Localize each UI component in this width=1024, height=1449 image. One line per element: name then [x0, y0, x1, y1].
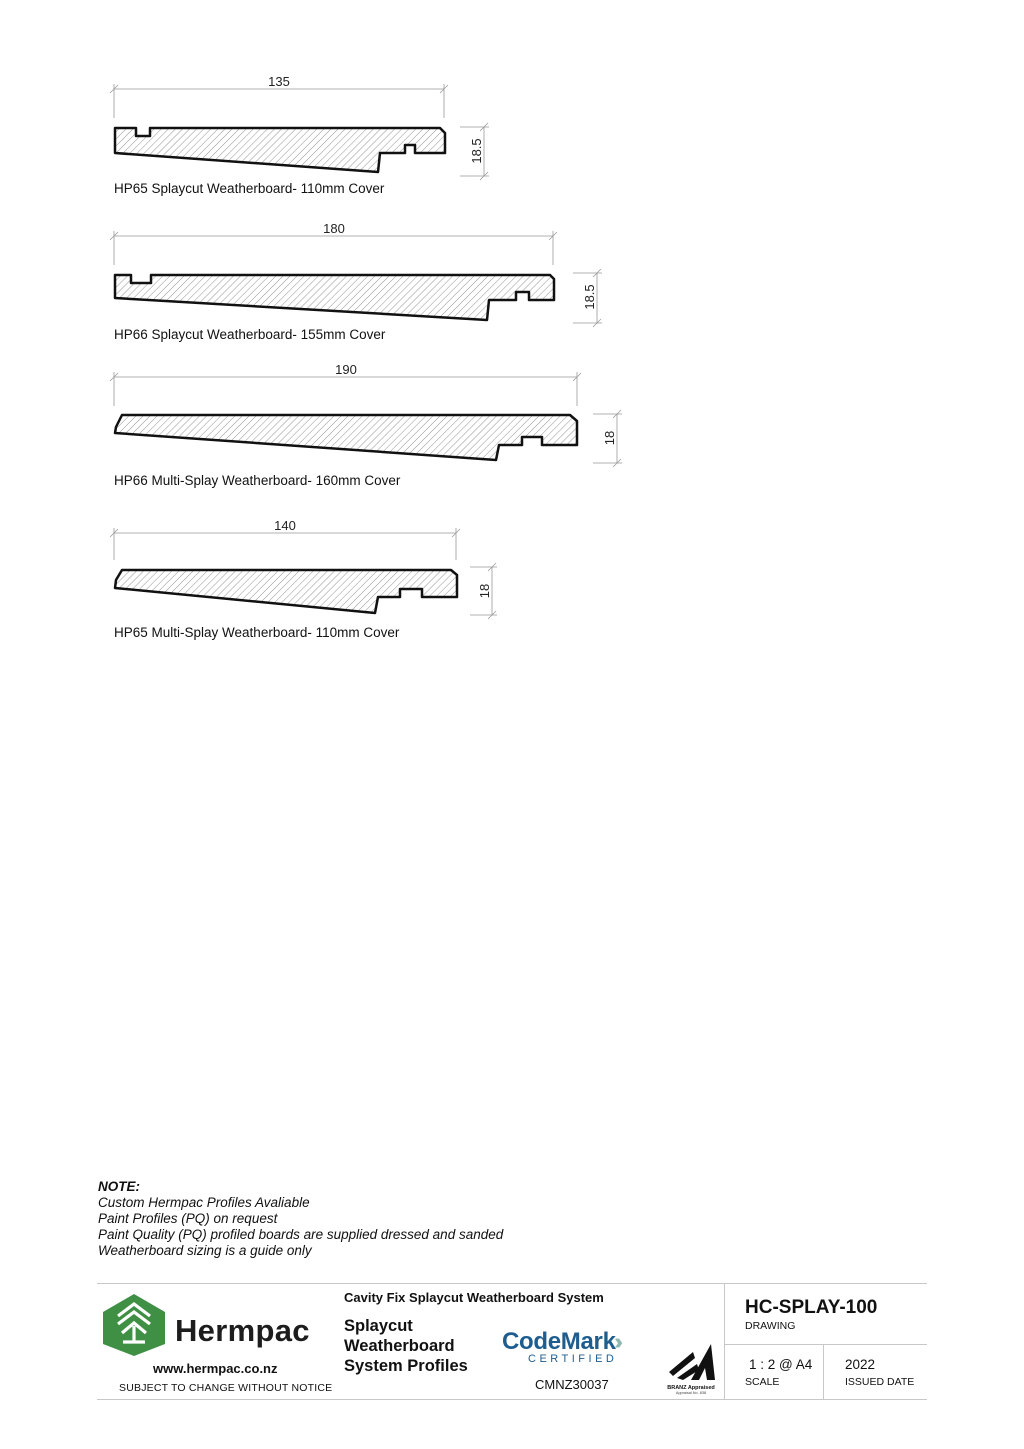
notes-heading: NOTE:	[98, 1179, 140, 1194]
codemark-logo	[502, 1328, 652, 1365]
profile-drawings	[0, 0, 1024, 700]
profile-caption: HP66 Splaycut Weatherboard- 155mm Cover	[114, 327, 386, 342]
profile-caption: HP66 Multi-Splay Weatherboard- 160mm Cover	[114, 473, 401, 488]
note-line: Paint Quality (PQ) profiled boards are supplied dressed and sanded	[98, 1227, 504, 1242]
title-line: System Profiles	[344, 1357, 468, 1375]
thickness-dim: 18	[602, 430, 617, 446]
divider	[724, 1284, 725, 1399]
notes	[98, 1179, 503, 1259]
scale-value: 1 : 2 @ A4	[749, 1357, 813, 1372]
divider	[724, 1344, 927, 1345]
note-line: Weatherboard sizing is a guide only	[98, 1243, 312, 1258]
codemark-certified: CERTIFIED	[528, 1353, 618, 1365]
profile-hp65-splaycut	[110, 74, 489, 196]
board-section	[115, 275, 554, 320]
drawing-label: DRAWING	[745, 1320, 796, 1332]
width-dim: 190	[335, 362, 357, 377]
thickness-dim: 18	[477, 583, 492, 599]
drawing-title	[344, 1316, 494, 1376]
note-line: Paint Profiles (PQ) on request	[98, 1211, 278, 1226]
title-line: Weatherboard	[344, 1337, 455, 1355]
codemark-word: CodeMark	[502, 1328, 616, 1355]
width-dim: 140	[274, 518, 296, 533]
width-dim: 180	[323, 221, 345, 236]
issued-date-label: ISSUED DATE	[845, 1376, 915, 1388]
board-section	[115, 128, 445, 172]
profile-caption: HP65 Multi-Splay Weatherboard- 110mm Cover	[114, 625, 400, 640]
board-section	[115, 570, 457, 613]
website-link[interactable]: www.hermpac.co.nz	[153, 1361, 278, 1376]
board-section	[115, 415, 577, 460]
hermpac-logo	[101, 1290, 341, 1398]
title-block	[97, 1283, 927, 1400]
thickness-dim: 18.5	[582, 284, 597, 310]
divider	[823, 1344, 824, 1399]
branz-appraised-logo	[660, 1342, 722, 1394]
profile-hp65-multi-splay	[110, 518, 497, 640]
drawing-code: HC-SPLAY-100	[745, 1297, 878, 1318]
thickness-dim: 18.5	[469, 138, 484, 164]
branz-label: BRANZ Appraised	[667, 1385, 715, 1391]
profile-caption: HP65 Splaycut Weatherboard- 110mm Cover	[114, 181, 385, 196]
profile-hp66-multi-splay	[110, 362, 622, 488]
scale-label: SCALE	[745, 1376, 780, 1388]
disclaimer: SUBJECT TO CHANGE WITHOUT NOTICE	[119, 1382, 333, 1394]
width-dim: 135	[268, 74, 290, 89]
profile-hp66-splaycut	[110, 221, 602, 342]
issued-date-value: 2022	[845, 1357, 876, 1372]
note-line: Custom Hermpac Profiles Avaliable	[98, 1195, 310, 1210]
title-line: Splaycut	[344, 1317, 413, 1335]
brand-name: Hermpac	[175, 1313, 310, 1348]
system-name: Cavity Fix Splaycut Weatherboard System	[344, 1290, 604, 1305]
branz-mark-icon	[663, 1342, 719, 1382]
branz-sub: Appraisal No. 838	[675, 1391, 707, 1395]
hermpac-logo-icon	[101, 1292, 171, 1356]
codemark-number: CMNZ30037	[535, 1377, 609, 1392]
